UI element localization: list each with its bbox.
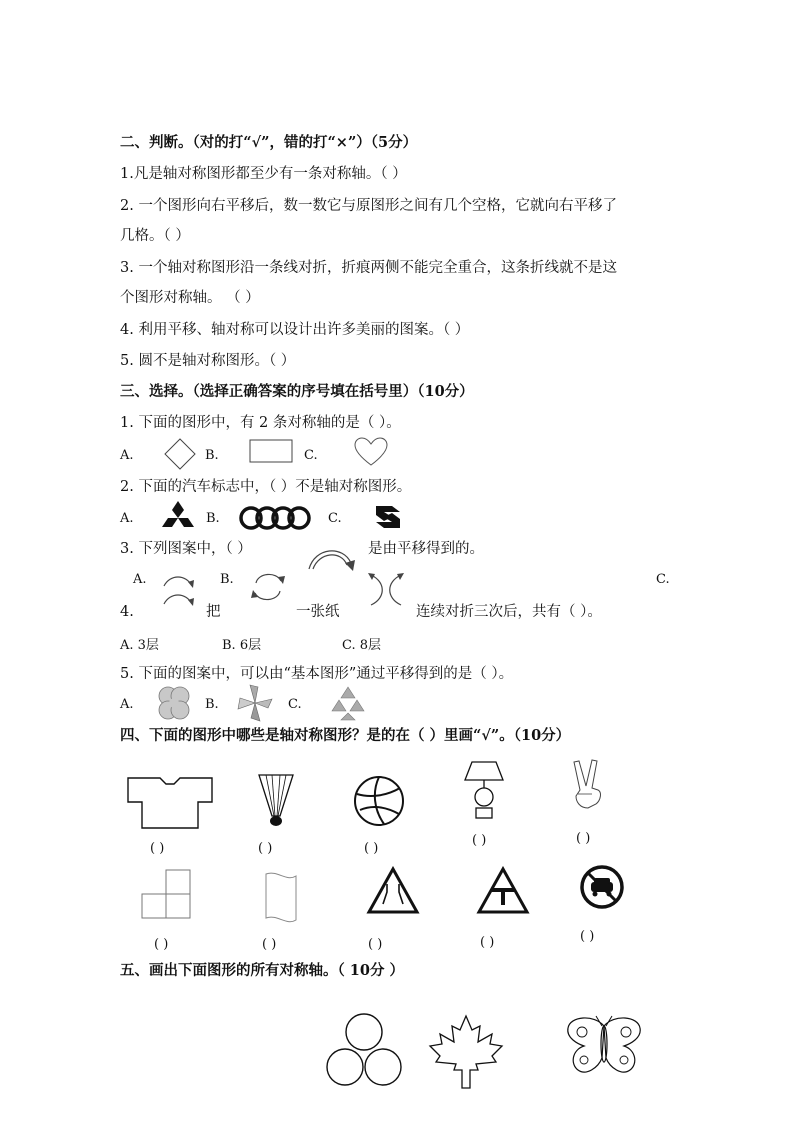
maple-leaf-icon: [426, 1014, 506, 1090]
judge-question-3-line-2: 个图形对称轴。 （ ）: [120, 290, 260, 306]
section-2-heading: 二、判断。（对的打“√”，错的打“×”）（5分）: [120, 134, 418, 151]
three-circles-icon: [325, 1012, 403, 1088]
answer-paren[interactable]: ( ): [150, 841, 165, 856]
q1-option-a-label: A.: [120, 448, 134, 463]
choice-question-2: 2. 下面的汽车标志中，（ ）不是轴对称图形。: [120, 479, 412, 495]
t-junction-sign-icon: [476, 866, 530, 916]
section-3-heading: 三、选择。（选择正确答案的序号填在括号里）（10分）: [120, 383, 474, 400]
judge-question-1: 1.凡是轴对称图形都至少有一条对称轴。（ ）: [120, 166, 407, 182]
q5-option-c-label: C.: [288, 697, 302, 712]
wavy-flag-shape-icon: [262, 870, 300, 924]
curved-arrow-icon: [305, 541, 357, 575]
answer-paren[interactable]: ( ): [472, 833, 487, 848]
squares-shape-icon: [140, 868, 194, 920]
answer-paren[interactable]: ( ): [576, 831, 591, 846]
mitsubishi-logo-icon: [157, 499, 199, 535]
q4-option-c: C. 8层: [342, 638, 382, 653]
audi-rings-logo-icon: [238, 505, 314, 531]
heart-shape-icon: [353, 436, 389, 468]
choice-question-4-ba: 把: [206, 604, 221, 620]
answer-paren[interactable]: ( ): [154, 937, 169, 952]
no-vehicles-sign-icon: [579, 864, 625, 910]
q5-option-b-label: B.: [205, 697, 219, 712]
choice-question-5: 5. 下面的图案中，可以由“基本图形”通过平移得到的是（ ）。: [120, 666, 514, 682]
choice-question-4-paper: 一张纸: [296, 604, 340, 620]
circular-arrows-icon: [248, 567, 288, 607]
judge-question-4: 4. 利用平移、轴对称可以设计出许多美丽的图案。（ ）: [120, 322, 470, 338]
road-narrows-sign-icon: [366, 866, 420, 916]
judge-question-2-line-1: 2. 一个图形向右平移后，数一数它与原图形之间有几个空格，它就向右平移了: [120, 198, 617, 214]
triangle-pattern-icon: [330, 685, 366, 721]
choice-question-1: 1. 下面的图形中，有 2 条对称轴的是（ ）。: [120, 415, 401, 431]
judge-question-5: 5. 圆不是轴对称图形。（ ）: [120, 353, 296, 369]
diamond-shape-icon: [162, 437, 198, 471]
q1-option-c-label: C.: [304, 448, 318, 463]
q5-option-a-label: A.: [120, 697, 134, 712]
table-lamp-icon: [462, 760, 506, 824]
stacked-arrows-icon: [160, 572, 196, 612]
answer-paren[interactable]: ( ): [262, 937, 277, 952]
judge-question-3-line-1: 3. 一个轴对称图形沿一条线对折，折痕两侧不能完全重合，这条折线就不是这: [120, 260, 617, 276]
judge-question-2-line-2: 几格。（ ）: [120, 228, 190, 244]
answer-paren[interactable]: ( ): [258, 841, 273, 856]
choice-question-3-prefix: 3. 下列图案中，（ ）: [120, 541, 252, 557]
pinwheel-icon: [236, 683, 274, 723]
q1-option-b-label: B.: [205, 448, 219, 463]
rectangle-shape-icon: [248, 438, 294, 464]
q3-option-a-label: A.: [133, 572, 147, 587]
q3-option-c-label: C.: [656, 572, 670, 587]
suzuki-logo-icon: [372, 501, 404, 533]
answer-paren[interactable]: ( ): [364, 841, 379, 856]
victory-hand-icon: [568, 758, 608, 812]
choice-question-4-suffix: 连续对折三次后，共有（ ）。: [416, 604, 602, 620]
q2-option-b-label: B.: [206, 511, 220, 526]
section-4-heading: 四、下面的图形中哪些是轴对称图形？是的在（ ）里画“√”。（10分）: [120, 727, 571, 744]
crossed-arrows-icon: [366, 570, 406, 610]
q2-option-c-label: C.: [328, 511, 342, 526]
choice-question-3-suffix: 是由平移得到的。: [368, 541, 484, 557]
q4-option-a: A. 3层: [120, 638, 159, 653]
answer-paren[interactable]: ( ): [368, 937, 383, 952]
section-5-heading: 五、画出下面图形的所有对称轴。（ 10分 ）: [120, 962, 405, 979]
volleyball-icon: [352, 774, 406, 828]
t-shirt-icon: [126, 774, 214, 830]
q3-option-b-label: B.: [220, 572, 234, 587]
badminton-shuttlecock-icon: [256, 772, 296, 828]
butterfly-icon: [564, 1012, 644, 1082]
answer-paren[interactable]: ( ): [480, 935, 495, 950]
four-leaf-clover-icon: [151, 683, 197, 725]
q2-option-a-label: A.: [120, 511, 134, 526]
answer-paren[interactable]: ( ): [580, 929, 595, 944]
q4-option-b: B. 6层: [222, 638, 262, 653]
choice-question-4-number: 4.: [120, 604, 134, 620]
